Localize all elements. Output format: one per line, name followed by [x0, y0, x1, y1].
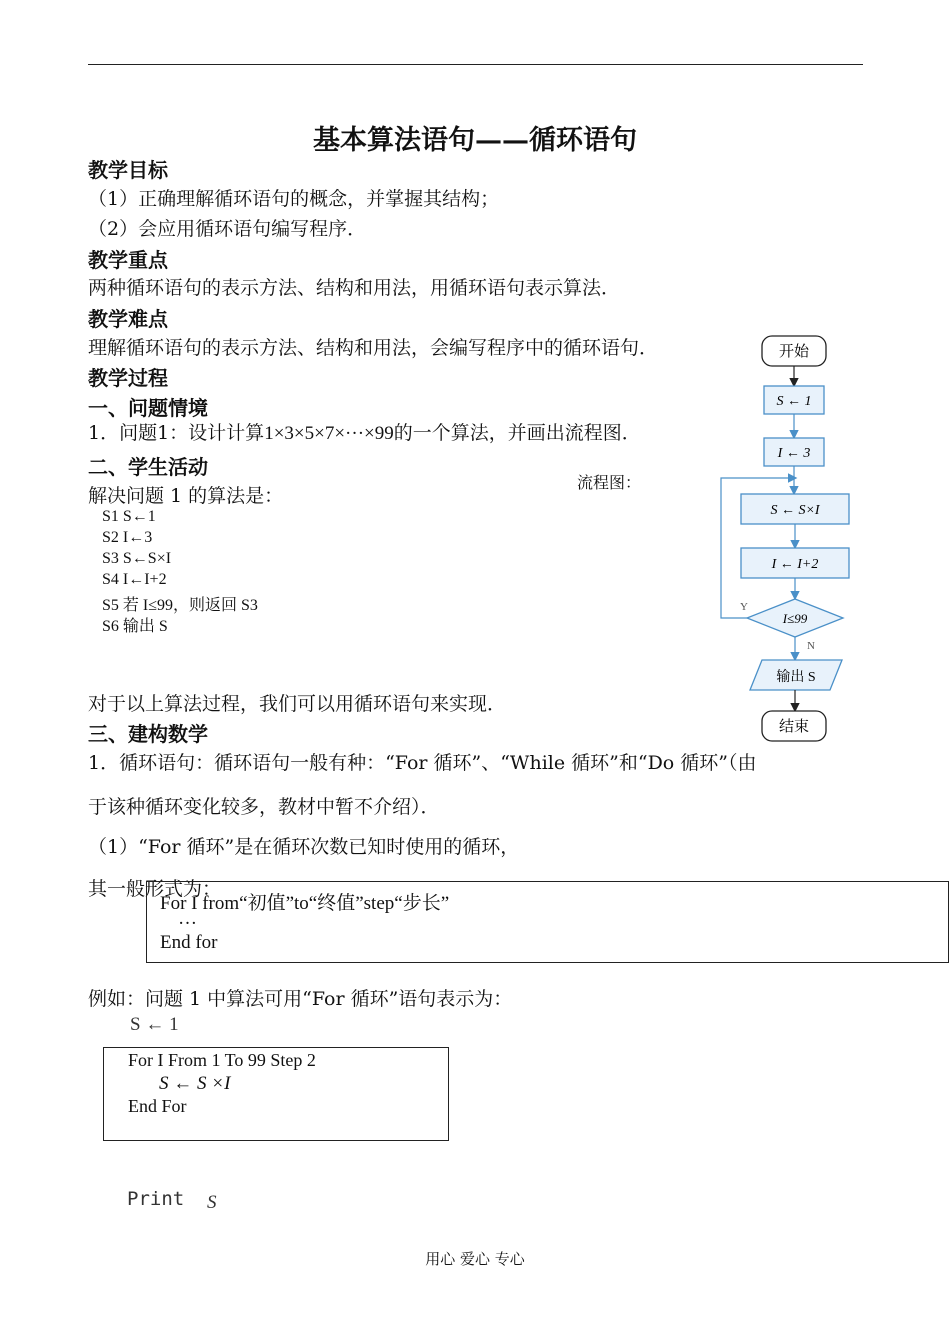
print-keyword: Print	[127, 1188, 185, 1210]
flow-box-increment-text: I ← I+2	[771, 557, 819, 572]
header-rule	[88, 64, 863, 65]
flowchart	[700, 330, 860, 750]
algorithm-step-2: S2 I←3	[102, 529, 153, 546]
print-variable: S	[207, 1192, 217, 1213]
general-form-box	[146, 881, 949, 963]
flow-start-text: 开始	[778, 344, 810, 360]
algorithm-conclusion: 对于以上算法过程，我们可以用循环语句来实现．	[88, 693, 507, 715]
general-form-line-1: For I from“初值”to“终值”step“步长”	[160, 893, 450, 914]
algorithm-step-3: S3 S←S×I	[102, 550, 172, 567]
code-line-2: S ← S ×I	[159, 1073, 231, 1094]
objective-item-1: （1）正确理解循环语句的概念，并掌握其结构；	[88, 188, 500, 210]
process-heading: 教学过程	[88, 366, 168, 390]
section1-heading: 一、问题情境	[88, 396, 208, 420]
page-title: 基本算法语句——循环语句	[313, 125, 637, 156]
code-line-1: For I From 1 To 99 Step 2	[128, 1050, 316, 1070]
loop-types-line2: 于该种循环变化较多，教材中暂不介绍）．	[88, 796, 440, 818]
example-init: S ← 1	[130, 1014, 179, 1035]
objectives-heading: 教学目标	[88, 158, 168, 182]
flow-output-text: 输出 S	[776, 670, 816, 685]
example-intro: 例如：问题 1 中算法可用“For 循环”语句表示为：	[88, 988, 513, 1010]
flow-no-label: N	[807, 640, 815, 652]
algorithm-step-1: S1 S←1	[102, 508, 156, 525]
flow-yes-label: Y	[740, 601, 748, 613]
for-loop-desc: （1）“For 循环”是在循环次数已知时使用的循环，	[88, 836, 520, 858]
flowchart-label: 流程图：	[577, 473, 642, 492]
loop-types-line1: 1．循环语句：循环语句一般有种：“For 循环”、“While 循环”和“Do 循环”（由	[88, 752, 757, 774]
general-form-ellipsis: …	[178, 908, 197, 929]
flow-box-s-init-text: S ← 1	[776, 394, 812, 409]
problem1-text-after: 的一个算法，并画出流程图．	[393, 422, 641, 444]
page-footer: 用心 爱心 专心	[425, 1250, 525, 1268]
key-points-text: 两种循环语句的表示方法、结构和用法，用循环语句表示算法．	[88, 277, 621, 299]
key-points-heading: 教学重点	[88, 248, 168, 272]
objective-item-2: （2）会应用循环语句编写程序．	[88, 218, 367, 240]
general-form-line-3: End for	[160, 932, 218, 953]
flow-decision-text: I≤99	[782, 611, 808, 626]
flow-box-i-init-text: I ← 3	[777, 446, 811, 461]
section2-heading: 二、学生活动	[88, 455, 208, 479]
problem1-line	[88, 418, 641, 445]
algorithm-step-5: S5 若 I≤99，则返回 S3	[102, 597, 258, 614]
flow-box-multiply-text: S ← S×I	[770, 503, 820, 518]
general-form-label: 其一般形式为：	[88, 878, 222, 900]
code-line-3: End For	[128, 1096, 187, 1116]
difficulties-text: 理解循环语句的表示方法、结构和用法，会编写程序中的循环语句．	[88, 337, 659, 359]
difficulties-heading: 教学难点	[88, 307, 168, 331]
flow-end-text: 结束	[778, 719, 810, 735]
problem1-formula: 1×3×5×7×···×99	[264, 423, 394, 444]
problem1-text-before: 1．问题1：设计计算	[88, 422, 265, 444]
section3-heading: 三、建构数学	[88, 722, 208, 746]
algorithm-intro: 解决问题 1 的算法是：	[88, 485, 284, 507]
algorithm-step-4: S4 I←I+2	[102, 571, 167, 588]
algorithm-step-6: S6 输出 S	[102, 618, 168, 635]
example-code-box	[103, 1047, 449, 1141]
